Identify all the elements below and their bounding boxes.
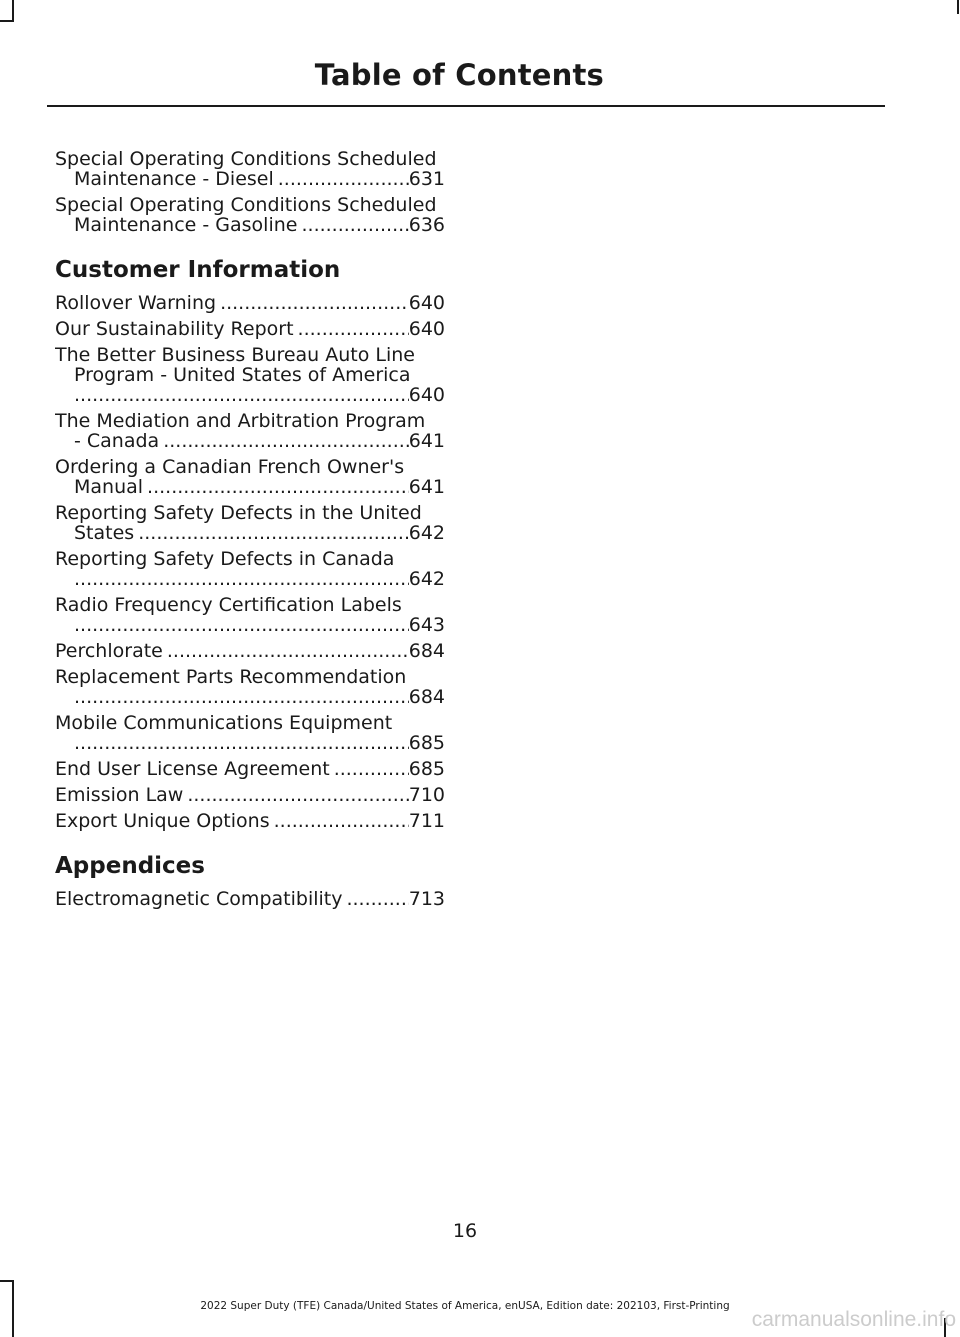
dot-leader [278, 169, 409, 189]
toc-entry-text: Maintenance - Diesel [74, 169, 274, 189]
toc-entry-text: Radio Frequency Certification Labels [55, 595, 402, 615]
toc-entry-leader-line [55, 477, 445, 497]
toc-entry-leader-line [55, 811, 445, 831]
edition-footer: 2022 Super Duty (TFE) Canada/United States of America, enUSA, Edition date: 202103, First-Printing [200, 1300, 730, 1312]
toc-entry-leader-line [55, 319, 445, 339]
toc-entry[interactable] [55, 503, 445, 543]
toc-entry[interactable] [55, 411, 445, 451]
dot-leader [187, 785, 408, 805]
section-heading: Customer Information [55, 257, 341, 283]
toc-entry-leader-line [55, 169, 445, 189]
section-heading: Appendices [55, 853, 205, 879]
toc-entry-text: Special Operating Conditions Scheduled [55, 149, 437, 169]
toc-entry-text: End User License Agreement [55, 759, 330, 779]
toc-entry-text: Our Sustainability Report [55, 319, 294, 339]
toc-entry-text: States [74, 523, 135, 543]
watermark: carmanualsonline.info [751, 1308, 956, 1331]
toc-page-number: 685 [408, 759, 445, 779]
crop-mark-top-left-vertical [12, 0, 14, 22]
toc-entry-leader-line [55, 615, 445, 635]
toc-entry[interactable] [55, 889, 445, 909]
dot-leader [301, 215, 408, 235]
toc-entry-leader-line [55, 687, 445, 707]
crop-mark-right-top [957, 0, 959, 14]
toc-entry-text: Special Operating Conditions Scheduled [55, 195, 437, 215]
dot-leader [74, 687, 409, 707]
dot-leader [298, 319, 409, 339]
toc-entry-leader-line [55, 215, 445, 235]
toc-entry-leader-line [55, 785, 445, 805]
toc-page-number: 710 [408, 785, 445, 805]
toc-entry-leader-line [55, 293, 445, 313]
toc-entry[interactable] [55, 785, 445, 805]
toc-page-number: 642 [408, 569, 445, 589]
toc-entry[interactable] [55, 195, 445, 235]
toc-entry[interactable] [55, 345, 445, 405]
dot-leader [147, 477, 409, 497]
toc-entry[interactable] [55, 149, 445, 189]
toc-entry-text: Rollover Warning [55, 293, 217, 313]
toc-entry[interactable] [55, 293, 445, 313]
dot-leader [138, 523, 409, 543]
toc-page-number: 640 [408, 293, 445, 313]
dot-leader [163, 431, 409, 451]
toc-entry[interactable] [55, 457, 445, 497]
toc-entry-text: The Better Business Bureau Auto Line [55, 345, 415, 365]
toc-entry-text: Reporting Safety Defects in Canada [55, 549, 395, 569]
toc-entry-leader-line [55, 385, 445, 405]
toc-entry[interactable] [55, 549, 445, 589]
crop-mark-bottom-left-horizontal [0, 1280, 14, 1282]
toc-entry[interactable] [55, 641, 445, 661]
dot-leader [334, 759, 409, 779]
toc-page-number: 711 [408, 811, 445, 831]
toc-page-number: 685 [408, 733, 445, 753]
toc-page-number: 641 [408, 431, 445, 451]
dot-leader [74, 615, 409, 635]
toc-entry[interactable] [55, 713, 445, 753]
dot-leader [274, 811, 409, 831]
toc-entry-text: Reporting Safety Defects in the United [55, 503, 422, 523]
header-divider [47, 105, 885, 107]
table-of-contents [55, 149, 445, 915]
toc-entry-text: Program - United States of America [74, 365, 411, 385]
toc-page-number: 640 [408, 385, 445, 405]
toc-entry[interactable] [55, 811, 445, 831]
toc-page-number: 636 [408, 215, 445, 235]
toc-entry-text: Manual [74, 477, 144, 497]
toc-entry[interactable] [55, 667, 445, 707]
toc-entry-text: Emission Law [55, 785, 184, 805]
toc-entry-text: Maintenance - Gasoline [74, 215, 298, 235]
crop-mark-top-left-horizontal [0, 20, 14, 22]
dot-leader [167, 641, 409, 661]
toc-entry-text: Mobile Communications Equipment [55, 713, 393, 733]
toc-entry-leader-line [55, 889, 445, 909]
toc-entry-text: The Mediation and Arbitration Program [55, 411, 426, 431]
dot-leader [74, 569, 409, 589]
dot-leader [220, 293, 409, 313]
toc-entry[interactable] [55, 759, 445, 779]
toc-entry-leader-line [55, 733, 445, 753]
toc-entry-leader-line [55, 523, 445, 543]
dot-leader [74, 733, 409, 753]
toc-entry-leader-line [55, 431, 445, 451]
page-number: 16 [452, 1220, 478, 1242]
toc-page-number: 684 [408, 641, 445, 661]
toc-entry-text: Perchlorate [55, 641, 163, 661]
toc-entry[interactable] [55, 595, 445, 635]
toc-entry-text: Electromagnetic Compatibility [55, 889, 343, 909]
toc-entry-leader-line [55, 641, 445, 661]
toc-page-number: 713 [408, 889, 445, 909]
dot-leader [74, 385, 409, 405]
toc-entry-leader-line [55, 759, 445, 779]
toc-page-number: 642 [408, 523, 445, 543]
toc-entry-leader-line [55, 569, 445, 589]
toc-entry-text: Export Unique Options [55, 811, 270, 831]
toc-page-number: 631 [408, 169, 445, 189]
toc-entry-text: - Canada [74, 431, 160, 451]
toc-page-number: 641 [408, 477, 445, 497]
toc-page-number: 643 [408, 615, 445, 635]
toc-entry-text: Ordering a Canadian French Owner's [55, 457, 405, 477]
toc-entry-text: Replacement Parts Recommendation [55, 667, 407, 687]
toc-page-number: 684 [408, 687, 445, 707]
page-title: Table of Contents [314, 58, 604, 92]
toc-entry[interactable] [55, 319, 445, 339]
toc-page-number: 640 [408, 319, 445, 339]
dot-leader [346, 889, 408, 909]
